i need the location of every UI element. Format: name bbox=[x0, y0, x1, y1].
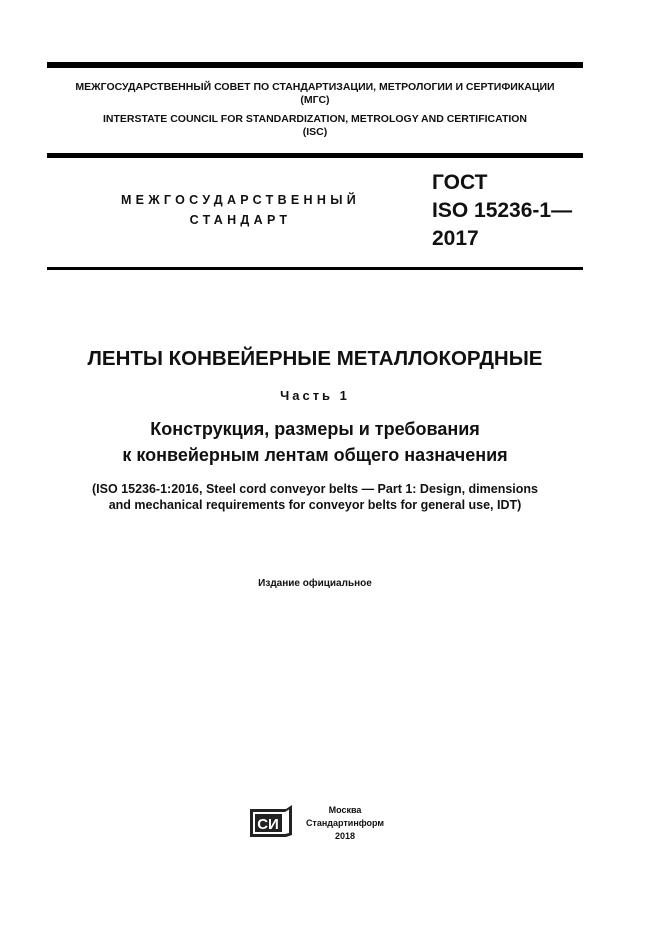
subtitle-line1: Конструкция, размеры и требования bbox=[150, 419, 480, 439]
publisher-block bbox=[300, 804, 390, 843]
publisher-year: 2018 bbox=[334, 831, 356, 841]
part-label: Часть 1 bbox=[280, 388, 350, 403]
subtitle-line2: к конвейерным лентам общего назначения bbox=[122, 445, 508, 465]
standard-type-line2: СТАНДАРТ bbox=[189, 213, 292, 227]
top-rule bbox=[47, 62, 583, 68]
council-ru: МЕЖГОСУДАРСТВЕННЫЙ СОВЕТ ПО СТАНДАРТИЗАЦИИ, МЕТРОЛОГИИ И СЕРТИФИКАЦИИ bbox=[75, 81, 555, 93]
designation-year: 2017 bbox=[432, 227, 479, 250]
designation-gost: ГОСТ bbox=[432, 171, 488, 194]
standartinform-logo bbox=[248, 805, 294, 839]
edition-note: Издание официальное bbox=[258, 578, 372, 589]
original-line1: (ISO 15236-1:2016, Steel cord conveyor belts — Part 1: Design, dimensions bbox=[92, 482, 538, 496]
original-line2: and mechanical requirements for conveyor belts for general use, IDT) bbox=[108, 498, 522, 512]
designation-number: ISO 15236-1— bbox=[432, 199, 573, 222]
bottom-rule bbox=[47, 267, 583, 270]
standard-type-line1: МЕЖГОСУДАРСТВЕННЫЙ bbox=[120, 193, 361, 207]
council-en: INTERSTATE COUNCIL FOR STANDARDIZATION, METROLOGY AND CERTIFICATION bbox=[102, 113, 528, 125]
middle-rule bbox=[47, 153, 583, 158]
svg-text:СИ: СИ bbox=[257, 816, 279, 833]
publisher-city: Москва bbox=[328, 805, 362, 815]
publisher-name: Стандартинформ bbox=[305, 818, 385, 828]
council-en-abbr: (ISC) bbox=[302, 126, 328, 138]
council-ru-abbr: (МГС) bbox=[300, 94, 330, 106]
document-title: ЛЕНТЫ КОНВЕЙЕРНЫЕ МЕТАЛЛОКОРДНЫЕ bbox=[87, 347, 543, 370]
